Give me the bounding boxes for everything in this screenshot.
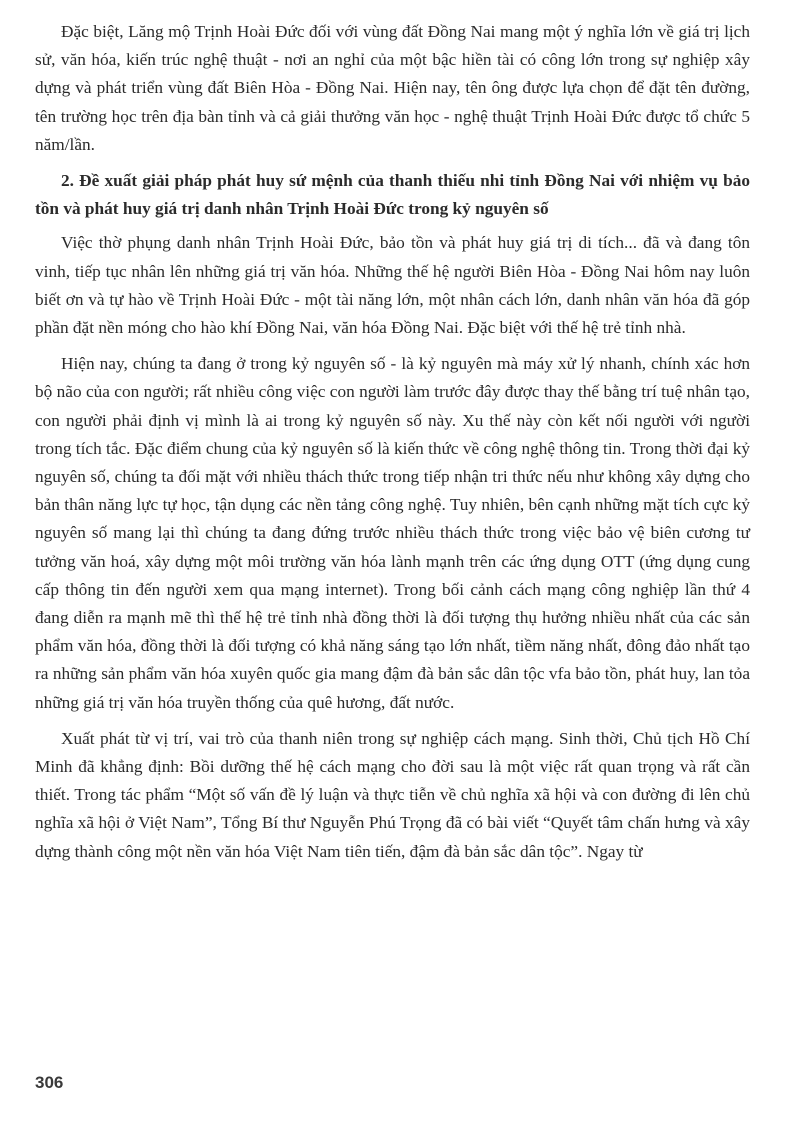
paragraph-lang-mo: Đặc biệt, Lăng mộ Trịnh Hoài Đức đối với vùng đất Đồng Nai mang một ý nghĩa lớn về giá trị lịch sử, văn hóa, kiến trúc nghệ thuật - nơi an nghỉ của một bậc hiền tài có công lớn trong sự nghiệp xây dựng và phát triển vùng đất Biên Hòa - Đồng Nai. Hiện nay, tên ông được lựa chọn để đặt tên đường, tên trường học trên địa bàn tỉnh và cả giải thưởng văn học - nghệ thuật Trịnh Hoài Đức được tổ chức 5 năm/lần. — [35, 22, 750, 154]
paragraph-ky-nguyen-so: Hiện nay, chúng ta đang ở trong kỷ nguyên số - là kỷ nguyên mà máy xử lý nhanh, chính xác hơn bộ não của con người; rất nhiều công việc con người làm trước đây được thay thế bằng trí tuệ nhân tạo, con người phải định vị mình là ai trong kỷ nguyên số này. Xu thế này còn kết nối người với người trong tích tắc. Đặc điểm chung của kỷ nguyên số là kiến thức về công nghệ thông tin. Trong thời đại kỷ nguyên số, chúng ta đối mặt với nhiều thách thức trong tiếp nhận tri thức nếu như không xây dựng cho bản thân năng lực tự học, tận dụng các nền tảng công nghệ. Tuy nhiên, bên cạnh những mặt tích cực kỷ nguyên số mang lại thì chúng ta đang đứng trước nhiều thách thức trong việc bảo vệ biên cương tư tưởng văn hoá, xây dựng một môi trường văn hóa lành mạnh trên các ứng dụng OTT (ứng dụng cung cấp thông tin đến người xem qua mạng internet). Trong bối cảnh cách mạng công nghiệp lần thứ 4 đang diễn ra mạnh mẽ thì thế hệ trẻ tỉnh nhà đồng thời là đối tượng thụ hưởng nhiều nhất của các sản phẩm văn hóa, đồng thời là đối tượng có khả năng sáng tạo lớn nhất, tiềm năng nhất, đông đảo nhất tạo ra những sản phẩm văn hóa xuyên quốc gia mang đậm đà bản sắc dân tộc vfa bảo tồn, phát huy, lan tỏa những giá trị văn hóa truyền thống của quê hương, đất nước. — [35, 354, 750, 712]
paragraph-tho-phung: Việc thờ phụng danh nhân Trịnh Hoài Đức, bảo tồn và phát huy giá trị di tích... đã và đang tôn vinh, tiếp tục nhân lên những giá trị văn hóa. Những thế hệ người Biên Hòa - Đồng Nai hôm nay luôn biết ơn và tự hào về Trịnh Hoài Đức - một tài năng lớn, một nhân cách lớn, danh nhân văn hóa đã góp phần đặt nền móng cho hào khí Đồng Nai, văn hóa Đồng Nai. Đặc biệt với thế hệ trẻ tỉnh nhà. — [35, 233, 750, 338]
paragraph-vai-tro-thanh-nien: Xuất phát từ vị trí, vai trò của thanh niên trong sự nghiệp cách mạng. Sinh thời, Chủ tịch Hồ Chí Minh đã khẳng định: Bồi dưỡng thế hệ cách mạng cho đời sau là một việc rất quan trọng và rất cần thiết. Trong tác phẩm “Một số vấn đề lý luận và thực tiễn về chủ nghĩa xã hội và con đường đi lên chủ nghĩa xã hội ở Việt Nam”, Tổng Bí thư Nguyễn Phú Trọng đã có bài viết “Quyết tâm chấn hưng và xây dựng thành công một nền văn hóa Việt Nam tiên tiến, đậm đà bản sắc dân tộc”. Ngay từ — [35, 728, 750, 861]
section-heading: 2. Đề xuất giải pháp phát huy sứ mệnh của thanh thiếu nhi tỉnh Đồng Nai với nhiệm vụ bảo tồn và phát huy giá trị danh nhân Trịnh Hoài Đức trong kỷ nguyên số — [35, 171, 750, 219]
page-number: 306 — [35, 1073, 64, 1092]
page-body — [35, 18, 750, 866]
